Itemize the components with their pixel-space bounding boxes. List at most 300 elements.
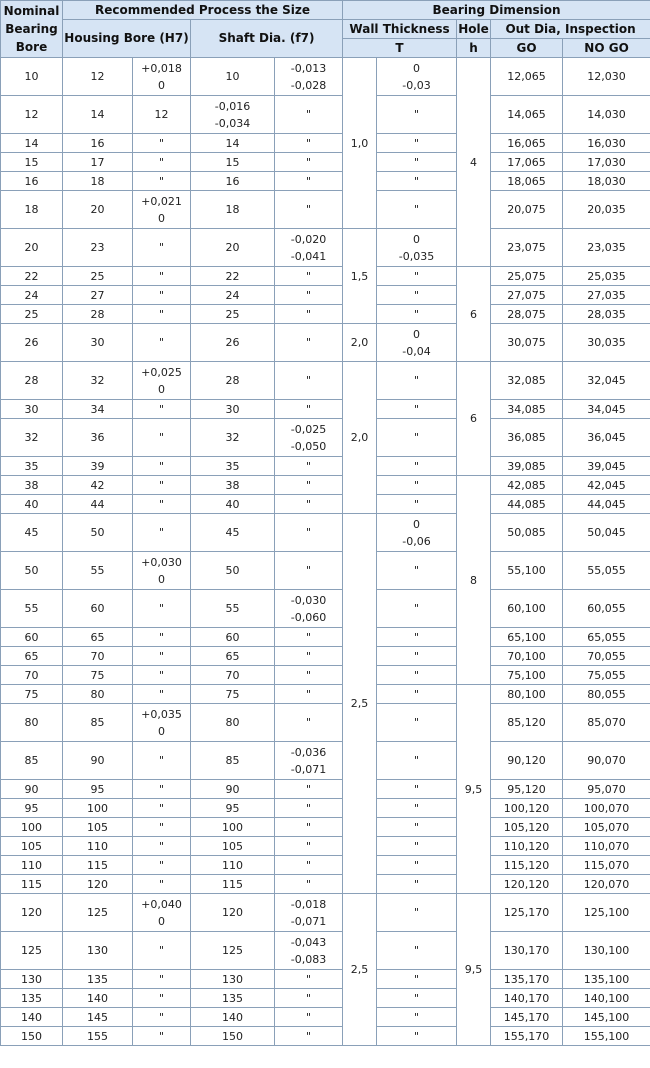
go-cell: 36,085 [491, 419, 563, 457]
shaft-dia-cell: 24 [191, 286, 275, 305]
bearing-bore-cell: 110 [1, 856, 63, 875]
table-row [1, 362, 650, 400]
table-row [1, 666, 650, 685]
go-cell: 90,120 [491, 742, 563, 780]
housing-tolerance-cell: " [133, 305, 191, 324]
shaft-dia-cell: 50 [191, 552, 275, 590]
housing-tolerance-cell: " [133, 286, 191, 305]
housing-bore-cell: 27 [63, 286, 133, 305]
go-cell: 42,085 [491, 476, 563, 495]
housing-tolerance-cell: " [133, 514, 191, 552]
wall-thickness-value-cell: 1,5 [343, 229, 377, 324]
wall-tolerance-cell: " [377, 666, 457, 685]
no-go-cell: 39,045 [563, 457, 650, 476]
wall-tolerance-cell: " [377, 799, 457, 818]
housing-bore-cell: 17 [63, 153, 133, 172]
housing-bore-cell: 105 [63, 818, 133, 837]
wall-tolerance-cell: " [377, 742, 457, 780]
housing-bore-cell: 16 [63, 134, 133, 153]
shaft-tolerance-cell: " [275, 666, 343, 685]
go-cell: 155,170 [491, 1027, 563, 1046]
no-go-cell: 95,070 [563, 780, 650, 799]
table-row [1, 96, 650, 134]
no-go-cell: 27,035 [563, 286, 650, 305]
shaft-tolerance-cell: -0,025 -0,050 [275, 419, 343, 457]
shaft-tolerance-cell: " [275, 362, 343, 400]
housing-bore-cell: 80 [63, 685, 133, 704]
bearing-bore-cell: 26 [1, 324, 63, 362]
shaft-tolerance-cell: " [275, 1027, 343, 1046]
go-cell: 28,075 [491, 305, 563, 324]
shaft-tolerance-cell: " [275, 856, 343, 875]
hole-value-cell: 6 [457, 362, 491, 476]
shaft-tolerance-cell: " [275, 134, 343, 153]
no-go-cell: 44,045 [563, 495, 650, 514]
no-go-cell: 120,070 [563, 875, 650, 894]
wall-tolerance-cell: " [377, 495, 457, 514]
wall-tolerance-cell: " [377, 704, 457, 742]
recommended-process-header: Recommended Process the Size [63, 1, 343, 20]
go-cell: 18,065 [491, 172, 563, 191]
go-cell: 130,170 [491, 932, 563, 970]
go-cell: 50,085 [491, 514, 563, 552]
go-cell: 95,120 [491, 780, 563, 799]
shaft-dia-cell: 70 [191, 666, 275, 685]
wall-tolerance-cell: " [377, 818, 457, 837]
wall-tolerance-cell: " [377, 685, 457, 704]
table-row [1, 894, 650, 932]
bearing-bore-cell: 100 [1, 818, 63, 837]
table-row [1, 153, 650, 172]
shaft-tolerance-cell: " [275, 780, 343, 799]
wall-thickness-header: Wall Thickness [343, 20, 457, 39]
bearing-dimension-header: Bearing Dimension [343, 1, 650, 20]
table-row [1, 400, 650, 419]
shaft-dia-cell: 16 [191, 172, 275, 191]
go-cell: 55,100 [491, 552, 563, 590]
wall-tolerance-cell: " [377, 362, 457, 400]
bearing-bore-cell: 150 [1, 1027, 63, 1046]
housing-tolerance-cell: " [133, 419, 191, 457]
wall-tolerance-cell: " [377, 647, 457, 666]
shaft-dia-cell: 125 [191, 932, 275, 970]
housing-tolerance-cell: " [133, 229, 191, 267]
wall-tolerance-cell: " [377, 970, 457, 989]
no-go-cell: 115,070 [563, 856, 650, 875]
go-cell: 16,065 [491, 134, 563, 153]
housing-tolerance-cell: " [133, 495, 191, 514]
housing-tolerance-cell: " [133, 685, 191, 704]
shaft-dia-cell: 80 [191, 704, 275, 742]
shaft-dia-cell: 40 [191, 495, 275, 514]
shaft-dia-cell: 65 [191, 647, 275, 666]
shaft-tolerance-cell: " [275, 875, 343, 894]
go-cell: 140,170 [491, 989, 563, 1008]
housing-bore-cell: 60 [63, 590, 133, 628]
table-row [1, 495, 650, 514]
hole-value-cell: 9,5 [457, 894, 491, 1046]
housing-bore-cell: 70 [63, 647, 133, 666]
no-go-cell: 145,100 [563, 1008, 650, 1027]
wall-tolerance-cell: " [377, 780, 457, 799]
housing-tolerance-cell: " [133, 457, 191, 476]
go-cell: 65,100 [491, 628, 563, 647]
wall-thickness-value-cell: 2,0 [343, 362, 377, 514]
shaft-tolerance-cell: " [275, 837, 343, 856]
wall-tolerance-cell: " [377, 400, 457, 419]
bearing-bore-cell: 45 [1, 514, 63, 552]
housing-tolerance-cell: +0,035 0 [133, 704, 191, 742]
shaft-tolerance-cell: " [275, 286, 343, 305]
shaft-dia-cell: 130 [191, 970, 275, 989]
no-go-cell: 14,030 [563, 96, 650, 134]
wall-tolerance-cell: " [377, 96, 457, 134]
shaft-tolerance-cell: " [275, 1008, 343, 1027]
no-go-cell: 23,035 [563, 229, 650, 267]
housing-tolerance-cell: " [133, 153, 191, 172]
housing-tolerance-cell: " [133, 837, 191, 856]
wall-thickness-value-cell: 2,5 [343, 514, 377, 894]
housing-bore-cell: 44 [63, 495, 133, 514]
wall-tolerance-cell: " [377, 286, 457, 305]
table-row [1, 780, 650, 799]
shaft-dia-cell: 60 [191, 628, 275, 647]
housing-bore-cell: 135 [63, 970, 133, 989]
shaft-dia-cell: 120 [191, 894, 275, 932]
shaft-dia-cell: 22 [191, 267, 275, 286]
housing-bore-cell: 75 [63, 666, 133, 685]
table-row [1, 628, 650, 647]
wall-tolerance-cell: " [377, 1008, 457, 1027]
wall-tolerance-cell: " [377, 932, 457, 970]
bearing-bore-cell: 125 [1, 932, 63, 970]
shaft-dia-cell: 30 [191, 400, 275, 419]
no-go-cell: 70,055 [563, 647, 650, 666]
housing-tolerance-cell: +0,040 0 [133, 894, 191, 932]
shaft-tolerance-cell: " [275, 628, 343, 647]
table-row [1, 286, 650, 305]
shaft-tolerance-cell: " [275, 476, 343, 495]
bearing-bore-cell: 130 [1, 970, 63, 989]
housing-bore-cell: 100 [63, 799, 133, 818]
housing-tolerance-cell: " [133, 400, 191, 419]
table-row [1, 989, 650, 1008]
housing-tolerance-cell: " [133, 476, 191, 495]
bearing-bore-cell: 40 [1, 495, 63, 514]
housing-bore-cell: 25 [63, 267, 133, 286]
go-header: GO [491, 39, 563, 58]
hole-value-cell: 6 [457, 267, 491, 362]
shaft-tolerance-cell: " [275, 495, 343, 514]
table-row [1, 856, 650, 875]
shaft-tolerance-cell: " [275, 96, 343, 134]
shaft-tolerance-cell: " [275, 514, 343, 552]
wall-thickness-t-header: T [343, 39, 457, 58]
shaft-dia-cell: 140 [191, 1008, 275, 1027]
table-row [1, 324, 650, 362]
shaft-tolerance-cell: " [275, 818, 343, 837]
table-row [1, 1008, 650, 1027]
shaft-tolerance-cell: -0,030 -0,060 [275, 590, 343, 628]
bearing-bore-cell: 75 [1, 685, 63, 704]
shaft-dia-cell: 105 [191, 837, 275, 856]
hole-value-cell: 4 [457, 58, 491, 267]
bearing-bore-cell: 15 [1, 153, 63, 172]
housing-bore-cell: 42 [63, 476, 133, 495]
housing-bore-cell: 120 [63, 875, 133, 894]
wall-tolerance-cell: " [377, 628, 457, 647]
wall-tolerance-cell: " [377, 134, 457, 153]
table-row [1, 172, 650, 191]
shaft-tolerance-cell: -0,020 -0,041 [275, 229, 343, 267]
go-cell: 17,065 [491, 153, 563, 172]
go-cell: 115,120 [491, 856, 563, 875]
no-go-cell: 90,070 [563, 742, 650, 780]
housing-tolerance-cell: " [133, 172, 191, 191]
go-cell: 145,170 [491, 1008, 563, 1027]
no-go-cell: 30,035 [563, 324, 650, 362]
wall-tolerance-cell: " [377, 837, 457, 856]
housing-bore-cell: 32 [63, 362, 133, 400]
table-row [1, 837, 650, 856]
housing-bore-cell: 12 [63, 58, 133, 96]
shaft-dia-cell: 14 [191, 134, 275, 153]
table-row [1, 704, 650, 742]
shaft-dia-header: Shaft Dia. (f7) [191, 20, 343, 58]
shaft-tolerance-cell: " [275, 970, 343, 989]
bearing-bore-cell: 90 [1, 780, 63, 799]
table-row [1, 875, 650, 894]
go-cell: 85,120 [491, 704, 563, 742]
table-row [1, 647, 650, 666]
table-row [1, 305, 650, 324]
housing-bore-cell: 14 [63, 96, 133, 134]
housing-tolerance-cell: " [133, 134, 191, 153]
no-go-cell: 16,030 [563, 134, 650, 153]
housing-bore-cell: 85 [63, 704, 133, 742]
housing-tolerance-cell: 12 [133, 96, 191, 134]
bearing-bore-cell: 85 [1, 742, 63, 780]
shaft-tolerance-cell: " [275, 324, 343, 362]
table-row [1, 590, 650, 628]
bearing-bore-cell: 65 [1, 647, 63, 666]
go-cell: 23,075 [491, 229, 563, 267]
bearing-bore-cell: 55 [1, 590, 63, 628]
shaft-dia-cell: 100 [191, 818, 275, 837]
shaft-dia-cell: 45 [191, 514, 275, 552]
shaft-dia-cell: 85 [191, 742, 275, 780]
no-go-cell: 12,030 [563, 58, 650, 96]
shaft-tolerance-cell: -0,043 -0,083 [275, 932, 343, 970]
housing-tolerance-cell: " [133, 970, 191, 989]
housing-tolerance-cell: " [133, 1008, 191, 1027]
table-row [1, 229, 650, 267]
bearing-bore-cell: 115 [1, 875, 63, 894]
housing-bore-cell: 145 [63, 1008, 133, 1027]
go-cell: 44,085 [491, 495, 563, 514]
housing-tolerance-cell: " [133, 267, 191, 286]
no-go-cell: 130,100 [563, 932, 650, 970]
shaft-dia-cell: 38 [191, 476, 275, 495]
bearing-bore-cell: 60 [1, 628, 63, 647]
housing-tolerance-cell: " [133, 989, 191, 1008]
no-go-cell: 135,100 [563, 970, 650, 989]
housing-tolerance-cell: +0,021 0 [133, 191, 191, 229]
housing-tolerance-cell: " [133, 647, 191, 666]
bearing-bore-cell: 20 [1, 229, 63, 267]
go-cell: 70,100 [491, 647, 563, 666]
shaft-tolerance-cell: " [275, 305, 343, 324]
housing-bore-cell: 50 [63, 514, 133, 552]
wall-tolerance-cell: " [377, 305, 457, 324]
table-row [1, 457, 650, 476]
no-go-cell: 100,070 [563, 799, 650, 818]
shaft-dia-cell: 18 [191, 191, 275, 229]
no-go-cell: 18,030 [563, 172, 650, 191]
bearing-bore-cell: 70 [1, 666, 63, 685]
bearing-bore-cell: 12 [1, 96, 63, 134]
housing-bore-cell: 36 [63, 419, 133, 457]
bearing-bore-cell: 18 [1, 191, 63, 229]
table-row [1, 134, 650, 153]
no-go-cell: 32,045 [563, 362, 650, 400]
go-cell: 12,065 [491, 58, 563, 96]
go-cell: 32,085 [491, 362, 563, 400]
go-cell: 125,170 [491, 894, 563, 932]
wall-tolerance-cell: " [377, 267, 457, 286]
wall-tolerance-cell: " [377, 457, 457, 476]
housing-bore-cell: 39 [63, 457, 133, 476]
go-cell: 80,100 [491, 685, 563, 704]
shaft-tolerance-cell: " [275, 400, 343, 419]
wall-tolerance-cell: 0 -0,035 [377, 229, 457, 267]
go-cell: 110,120 [491, 837, 563, 856]
wall-tolerance-cell: " [377, 191, 457, 229]
housing-tolerance-cell: " [133, 742, 191, 780]
hole-h-header: h [457, 39, 491, 58]
no-go-cell: 155,100 [563, 1027, 650, 1046]
no-go-cell: 125,100 [563, 894, 650, 932]
housing-tolerance-cell: " [133, 875, 191, 894]
go-cell: 30,075 [491, 324, 563, 362]
no-go-cell: 75,055 [563, 666, 650, 685]
hole-value-cell: 8 [457, 476, 491, 685]
go-cell: 34,085 [491, 400, 563, 419]
go-cell: 75,100 [491, 666, 563, 685]
housing-bore-cell: 95 [63, 780, 133, 799]
go-cell: 14,065 [491, 96, 563, 134]
bearing-bore-cell: 32 [1, 419, 63, 457]
shaft-tolerance-cell: " [275, 153, 343, 172]
no-go-cell: 42,045 [563, 476, 650, 495]
bearing-bore-cell: 50 [1, 552, 63, 590]
shaft-tolerance-cell: " [275, 172, 343, 191]
housing-bore-cell: 155 [63, 1027, 133, 1046]
shaft-dia-cell: 26 [191, 324, 275, 362]
housing-tolerance-cell: +0,025 0 [133, 362, 191, 400]
shaft-tolerance-cell: " [275, 457, 343, 476]
go-cell: 135,170 [491, 970, 563, 989]
wall-tolerance-cell: " [377, 894, 457, 932]
table-row [1, 514, 650, 552]
shaft-tolerance-cell: " [275, 647, 343, 666]
no-go-cell: 65,055 [563, 628, 650, 647]
shaft-dia-cell: 135 [191, 989, 275, 1008]
housing-tolerance-cell: " [133, 780, 191, 799]
housing-bore-cell: 30 [63, 324, 133, 362]
shaft-tolerance-cell: -0,013 -0,028 [275, 58, 343, 96]
shaft-tolerance-cell: " [275, 799, 343, 818]
no-go-cell: 25,035 [563, 267, 650, 286]
table-row [1, 552, 650, 590]
no-go-cell: 17,030 [563, 153, 650, 172]
bearing-bore-cell: 30 [1, 400, 63, 419]
bearing-bore-cell: 140 [1, 1008, 63, 1027]
no-go-cell: 60,055 [563, 590, 650, 628]
no-go-cell: 55,055 [563, 552, 650, 590]
table-row [1, 58, 650, 96]
shaft-dia-cell: 110 [191, 856, 275, 875]
bearing-bore-cell: 28 [1, 362, 63, 400]
hole-value-cell: 9,5 [457, 685, 491, 894]
shaft-tolerance-cell: " [275, 552, 343, 590]
shaft-tolerance-cell: -0,018 -0,071 [275, 894, 343, 932]
shaft-tolerance-cell: -0,036 -0,071 [275, 742, 343, 780]
bearing-bore-cell: 35 [1, 457, 63, 476]
bearing-bore-cell: 80 [1, 704, 63, 742]
bearing-bore-cell: 95 [1, 799, 63, 818]
table-row [1, 932, 650, 970]
bearing-bore-cell: 105 [1, 837, 63, 856]
shaft-dia-cell: -0,016 -0,034 [191, 96, 275, 134]
no-go-cell: 20,035 [563, 191, 650, 229]
wall-tolerance-cell: " [377, 989, 457, 1008]
housing-bore-cell: 34 [63, 400, 133, 419]
bearing-bore-cell: 135 [1, 989, 63, 1008]
shaft-tolerance-cell: " [275, 191, 343, 229]
shaft-tolerance-cell: " [275, 267, 343, 286]
table-row [1, 476, 650, 495]
housing-tolerance-cell: " [133, 799, 191, 818]
go-cell: 100,120 [491, 799, 563, 818]
shaft-dia-cell: 150 [191, 1027, 275, 1046]
bearing-bore-cell: 14 [1, 134, 63, 153]
shaft-dia-cell: 10 [191, 58, 275, 96]
table-body [1, 58, 650, 1046]
shaft-tolerance-cell: " [275, 704, 343, 742]
wall-tolerance-cell: " [377, 590, 457, 628]
housing-tolerance-cell: " [133, 628, 191, 647]
no-go-cell: 110,070 [563, 837, 650, 856]
housing-bore-header: Housing Bore (H7) [63, 20, 191, 58]
housing-bore-cell: 18 [63, 172, 133, 191]
table-row [1, 970, 650, 989]
no-go-cell: 36,045 [563, 419, 650, 457]
bearing-bore-cell: 16 [1, 172, 63, 191]
wall-tolerance-cell: " [377, 172, 457, 191]
wall-tolerance-cell: " [377, 419, 457, 457]
housing-bore-cell: 28 [63, 305, 133, 324]
housing-bore-cell: 55 [63, 552, 133, 590]
housing-bore-cell: 23 [63, 229, 133, 267]
table-row [1, 742, 650, 780]
shaft-dia-cell: 32 [191, 419, 275, 457]
wall-tolerance-cell: " [377, 153, 457, 172]
table-row [1, 799, 650, 818]
housing-bore-cell: 65 [63, 628, 133, 647]
shaft-dia-cell: 15 [191, 153, 275, 172]
no-go-cell: 80,055 [563, 685, 650, 704]
